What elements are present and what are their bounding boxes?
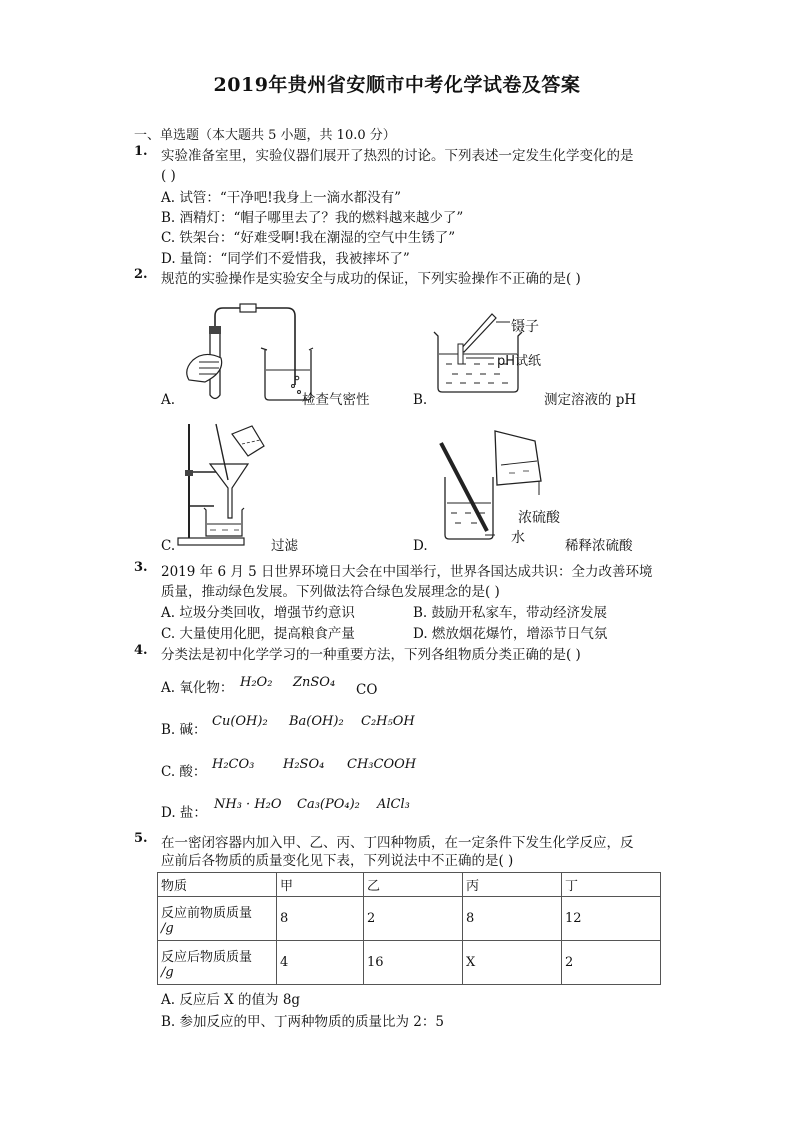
mass-change-table: [157, 872, 661, 985]
question-3-option-b: B. 鼓励开私家车，带动经济发展: [413, 605, 608, 621]
table-cell: X: [463, 941, 562, 985]
question-3-option-c: C. 大量使用化肥，提高粮食产量: [161, 626, 355, 642]
formula-ch3cooh: CH₃COOH: [347, 757, 417, 772]
formula-baoh2: Ba(OH)₂: [289, 714, 344, 729]
question-3-option-a: A. 垃圾分类回收，增强节约意识: [161, 605, 355, 621]
question-4-option-a-label: A. 氧化物：: [161, 680, 234, 696]
section-header: 一、单选题（本大题共 5 小题，共 10.0 分）: [134, 128, 396, 143]
page-title: 2019年贵州省安顺市中考化学试卷及答案: [213, 74, 581, 96]
question-1-number: 1.: [134, 144, 148, 159]
table-cell: 16: [364, 941, 463, 985]
question-2-number: 2.: [134, 267, 148, 282]
question-2-stem: 规范的实验操作是实验安全与成功的保证，下列实验操作不正确的是( ): [161, 271, 581, 287]
formula-cuoh2: Cu(OH)₂: [212, 714, 268, 729]
question-2-option-a-letter: A.: [161, 392, 176, 408]
figure-dilute-acid: [435, 425, 575, 550]
question-2-option-c-letter: C.: [161, 538, 176, 554]
label-water: 水: [511, 530, 525, 546]
question-3-number: 3.: [134, 560, 148, 575]
question-1-blank: ( ): [161, 168, 176, 184]
question-1-option-b: B. 酒精灯：“帽子哪里去了？我的燃料越来越少了”: [161, 210, 464, 226]
table-cell: 8: [463, 897, 562, 941]
formula-h2co3: H₂CO₃: [212, 757, 255, 772]
question-2-option-c-caption: 过滤: [271, 538, 298, 554]
question-4-stem: 分类法是初中化学学习的一种重要方法，下列各组物质分类正确的是( ): [161, 647, 581, 663]
question-5-option-a: A. 反应后 X 的值为 8g: [161, 992, 301, 1008]
formula-ca3po42: Ca₃(PO₄)₂: [297, 797, 360, 812]
question-5-number: 5.: [134, 831, 148, 846]
formula-znso4: ZnSO₄: [293, 675, 336, 690]
table-row: [158, 897, 661, 941]
question-4-option-d-label: D. 盐：: [161, 805, 207, 821]
formula-co: CO: [356, 682, 378, 698]
table-row-label: [158, 941, 277, 985]
question-2-option-a-caption: 检查气密性: [302, 392, 370, 408]
label-ph-paper: pH试纸: [497, 354, 542, 369]
formula-nh3h2o: NH₃ · H₂O: [214, 797, 282, 812]
question-1-option-a: A. 试管：“干净吧!我身上一滴水都没有”: [161, 190, 402, 206]
question-5-stem-line2: 应前后各物质的质量变化见下表，下列说法中不正确的是( ): [161, 853, 514, 869]
figure-airtightness-check: [175, 300, 305, 405]
question-4-number: 4.: [134, 643, 148, 658]
table-row-label-unit: /g: [161, 920, 174, 936]
table-cell: 2: [562, 941, 661, 985]
question-5-stem-line1: 在一密闭容器内加入甲、乙、丙、丁四种物质，在一定条件下发生化学反应，反: [161, 835, 634, 851]
table-row-label-unit: /g: [161, 964, 174, 980]
table-header-cell: 乙: [364, 873, 463, 897]
question-2-option-d-caption: 稀释浓硫酸: [565, 538, 633, 554]
formula-alcl3: AlCl₃: [377, 797, 410, 812]
question-2-option-b-caption: 测定溶液的 pH: [544, 392, 637, 408]
label-tweezers: 镊子: [511, 319, 539, 335]
question-1-option-c: C. 铁架台：“好难受啊!我在潮湿的空气中生锈了”: [161, 230, 456, 246]
question-2-option-d-letter: D.: [413, 538, 428, 554]
table-cell: 12: [562, 897, 661, 941]
question-3-stem-line2: 质量，推动绿色发展。下列做法符合绿色发展理念的是( ): [161, 584, 500, 600]
table-cell: 4: [277, 941, 364, 985]
formula-h2so4: H₂SO₄: [283, 757, 325, 772]
table-header-cell: 丁: [562, 873, 661, 897]
table-row-label: [158, 897, 277, 941]
figure-filtration: [176, 420, 276, 550]
table-header-row: [158, 873, 661, 897]
table-cell: 2: [364, 897, 463, 941]
formula-c2h5oh: C₂H₅OH: [361, 714, 415, 729]
question-2-option-b-letter: B.: [413, 392, 428, 408]
question-3-stem-line1: 2019 年 6 月 5 日世界环境日大会在中国举行，世界各国达成共识：全力改善环境: [161, 564, 653, 580]
table-cell: 8: [277, 897, 364, 941]
question-1-stem: 实验准备室里，实验仪器们展开了热烈的讨论。下列表述一定发生化学变化的是: [161, 148, 634, 164]
question-3-option-d: D. 燃放烟花爆竹，增添节日气氛: [413, 626, 608, 642]
table-header-cell: 物质: [158, 873, 277, 897]
formula-h2o2: H₂O₂: [240, 675, 273, 690]
table-row-label-line1: 反应前物质质量: [161, 905, 253, 921]
question-5-option-b: B. 参加反应的甲、丁两种物质的质量比为 2：5: [161, 1014, 444, 1030]
question-1-option-d: D. 量筒：“同学们不爱惜我，我被摔坏了”: [161, 251, 410, 267]
label-conc-acid: 浓硫酸: [518, 510, 560, 526]
table-header-cell: 丙: [463, 873, 562, 897]
question-4-option-c-label: C. 酸：: [161, 764, 207, 780]
table-header-cell: 甲: [277, 873, 364, 897]
question-4-option-b-label: B. 碱：: [161, 722, 207, 738]
table-row-label-line1: 反应后物质质量: [161, 949, 253, 965]
table-row: [158, 941, 661, 985]
